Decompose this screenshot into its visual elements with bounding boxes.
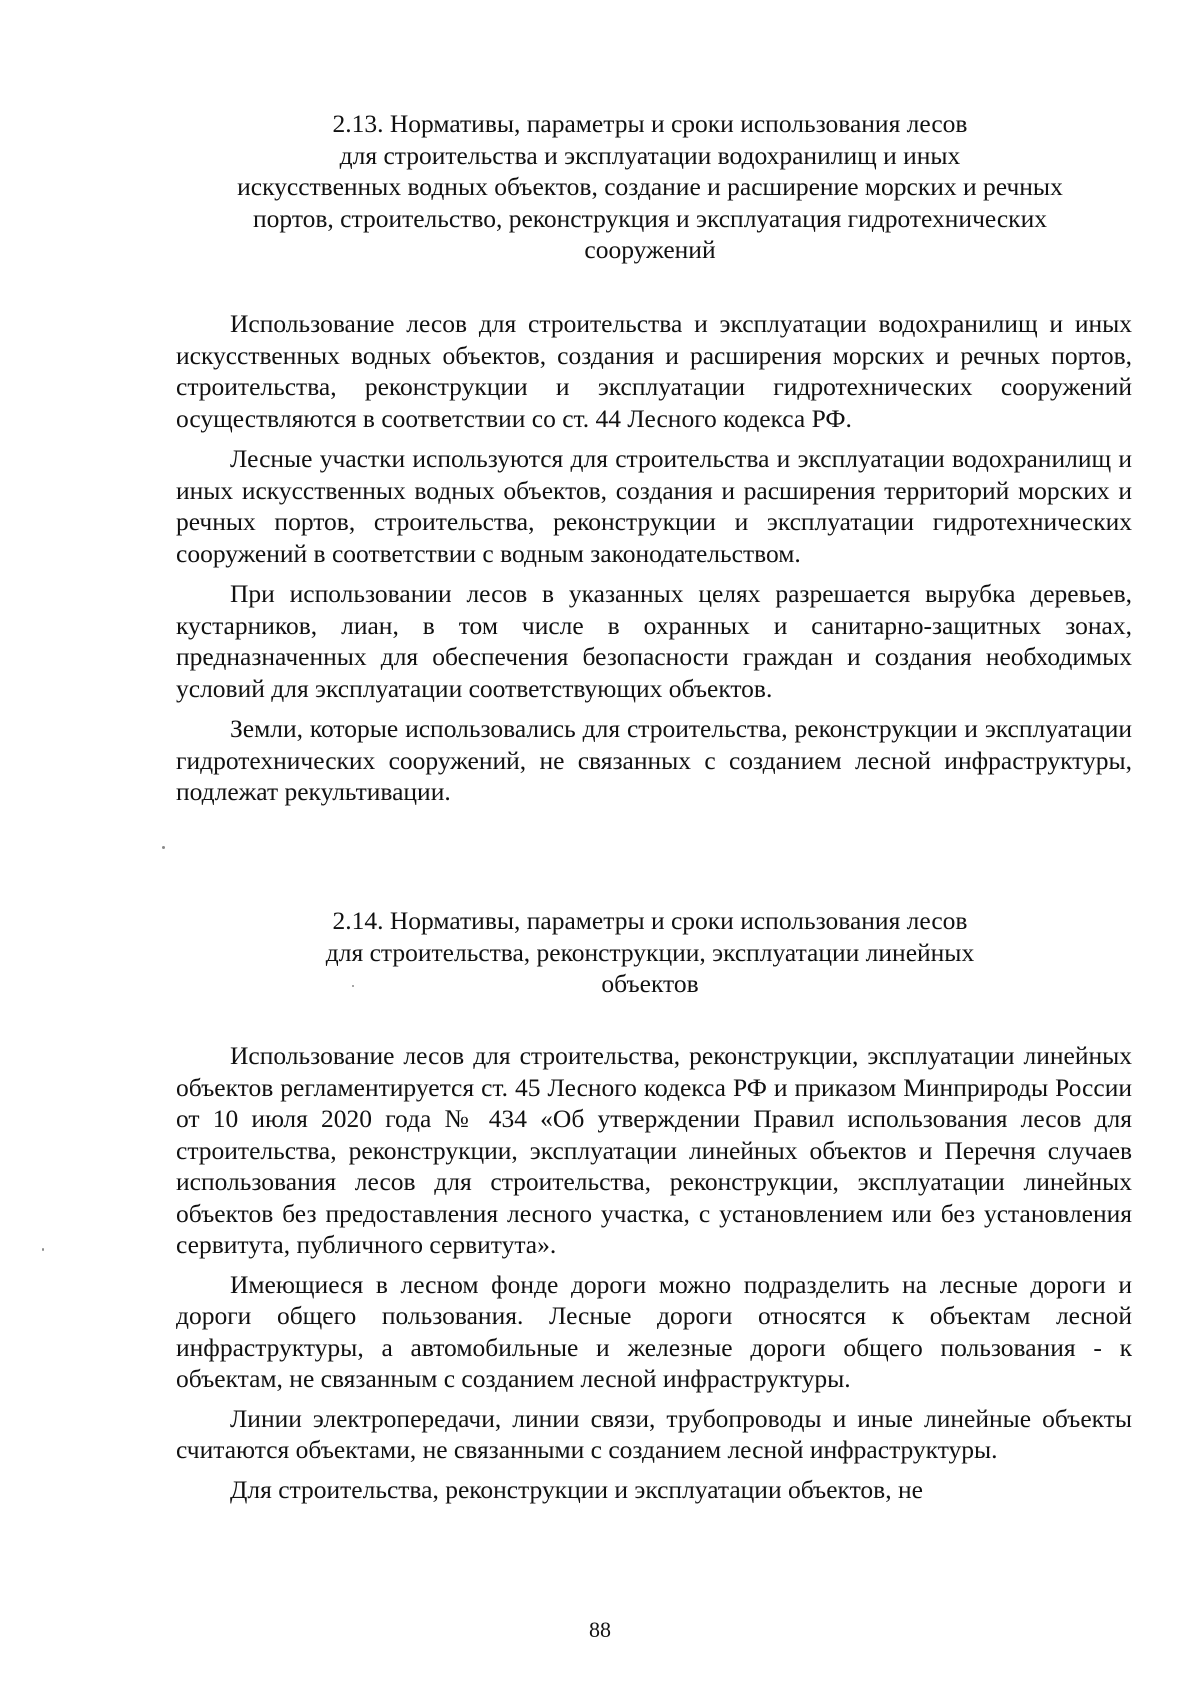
heading-line: сооружений: [584, 235, 716, 264]
paragraph: Имеющиеся в лесном фонде дороги можно подразделить на лесные дороги и дороги общего пользования. Лесные дороги относятся к объектам лесной инфраструктуры, а автомобильные и железные дороги общего пользования - к объектам, не связанным с созданием лесной инфраструктуры.: [176, 1269, 1132, 1393]
scan-speck: [162, 846, 165, 849]
paragraph: Использование лесов для строительства, реконструкции, эксплуатации линейных объектов регламентируется ст. 45 Лесного кодекса РФ и приказом Минприроды России от 10 июля 2020 года № 434 «Об утверждении Правил использования лесов для строительства, реконструкции, эксплуатации линейных объектов и Перечня случаев использования лесов для строительства, реконструкции, эксплуатации линейных объектов без предоставления лесного участка, с установлением или без установления сервитута, публичного сервитута».: [176, 1041, 1132, 1259]
heading-line: для строительства и эксплуатации водохранилищ и иных: [339, 140, 961, 170]
paragraph: Лесные участки используются для строительства и эксплуатации водохранилищ и иных искусственных водных объектов, создания и расширения территорий морских и речных портов, строительства, реконструкции и эксплуатации гидротехнических сооружений в соответствии с водным законодательством.: [176, 444, 1132, 568]
scan-speck: [352, 985, 354, 987]
paragraph: Земли, которые использовались для строительства, реконструкции и эксплуатации гидротехнических сооружений, не связанных с созданием лесной инфраструктуры, подлежат рекультивации.: [176, 714, 1132, 806]
scan-speck: [42, 1248, 44, 1251]
heading-line: объектов: [601, 969, 699, 998]
heading-line: искусственных водных объектов, создание и расширение морских и речных: [237, 172, 1063, 201]
heading-line: для строительства, реконструкции, эксплуатации линейных: [325, 937, 975, 967]
section-2-13-body: [176, 308, 1132, 808]
paragraph: Использование лесов для строительства и эксплуатации водохранилищ и иных искусственных водных объектов, создания и расширения морских и речных портов, строительства, реконструкции и эксплуатации гидротехнических сооружений осуществляются в соответствии со ст. 44 Лесного кодекса РФ.: [176, 309, 1132, 433]
section-2-13-heading: [170, 108, 1130, 266]
paragraph: Линии электропередачи, линии связи, трубопроводы и иные линейные объекты считаются объектами, не связанными с созданием лесной инфраструктуры.: [176, 1403, 1132, 1464]
heading-line: 2.13. Нормативы, параметры и сроки использования лесов: [332, 109, 968, 138]
heading-line: 2.14. Нормативы, параметры и сроки использования лесов: [332, 906, 968, 935]
paragraph: Для строительства, реконструкции и эксплуатации объектов, не: [230, 1474, 923, 1504]
paragraph: При использовании лесов в указанных целях разрешается вырубка деревьев, кустарников, лиан, в том числе в охранных и санитарно-защитных зонах, предназначенных для обеспечения безопасности граждан и создания необходимых условий для эксплуатации соответствующих объектов.: [176, 579, 1132, 703]
heading-line: портов, строительство, реконструкция и эксплуатация гидротехнических: [253, 203, 1047, 233]
page-number: 88: [589, 1617, 611, 1642]
section-2-14-heading: [170, 905, 1130, 1000]
section-2-14-body: [176, 1040, 1132, 1505]
